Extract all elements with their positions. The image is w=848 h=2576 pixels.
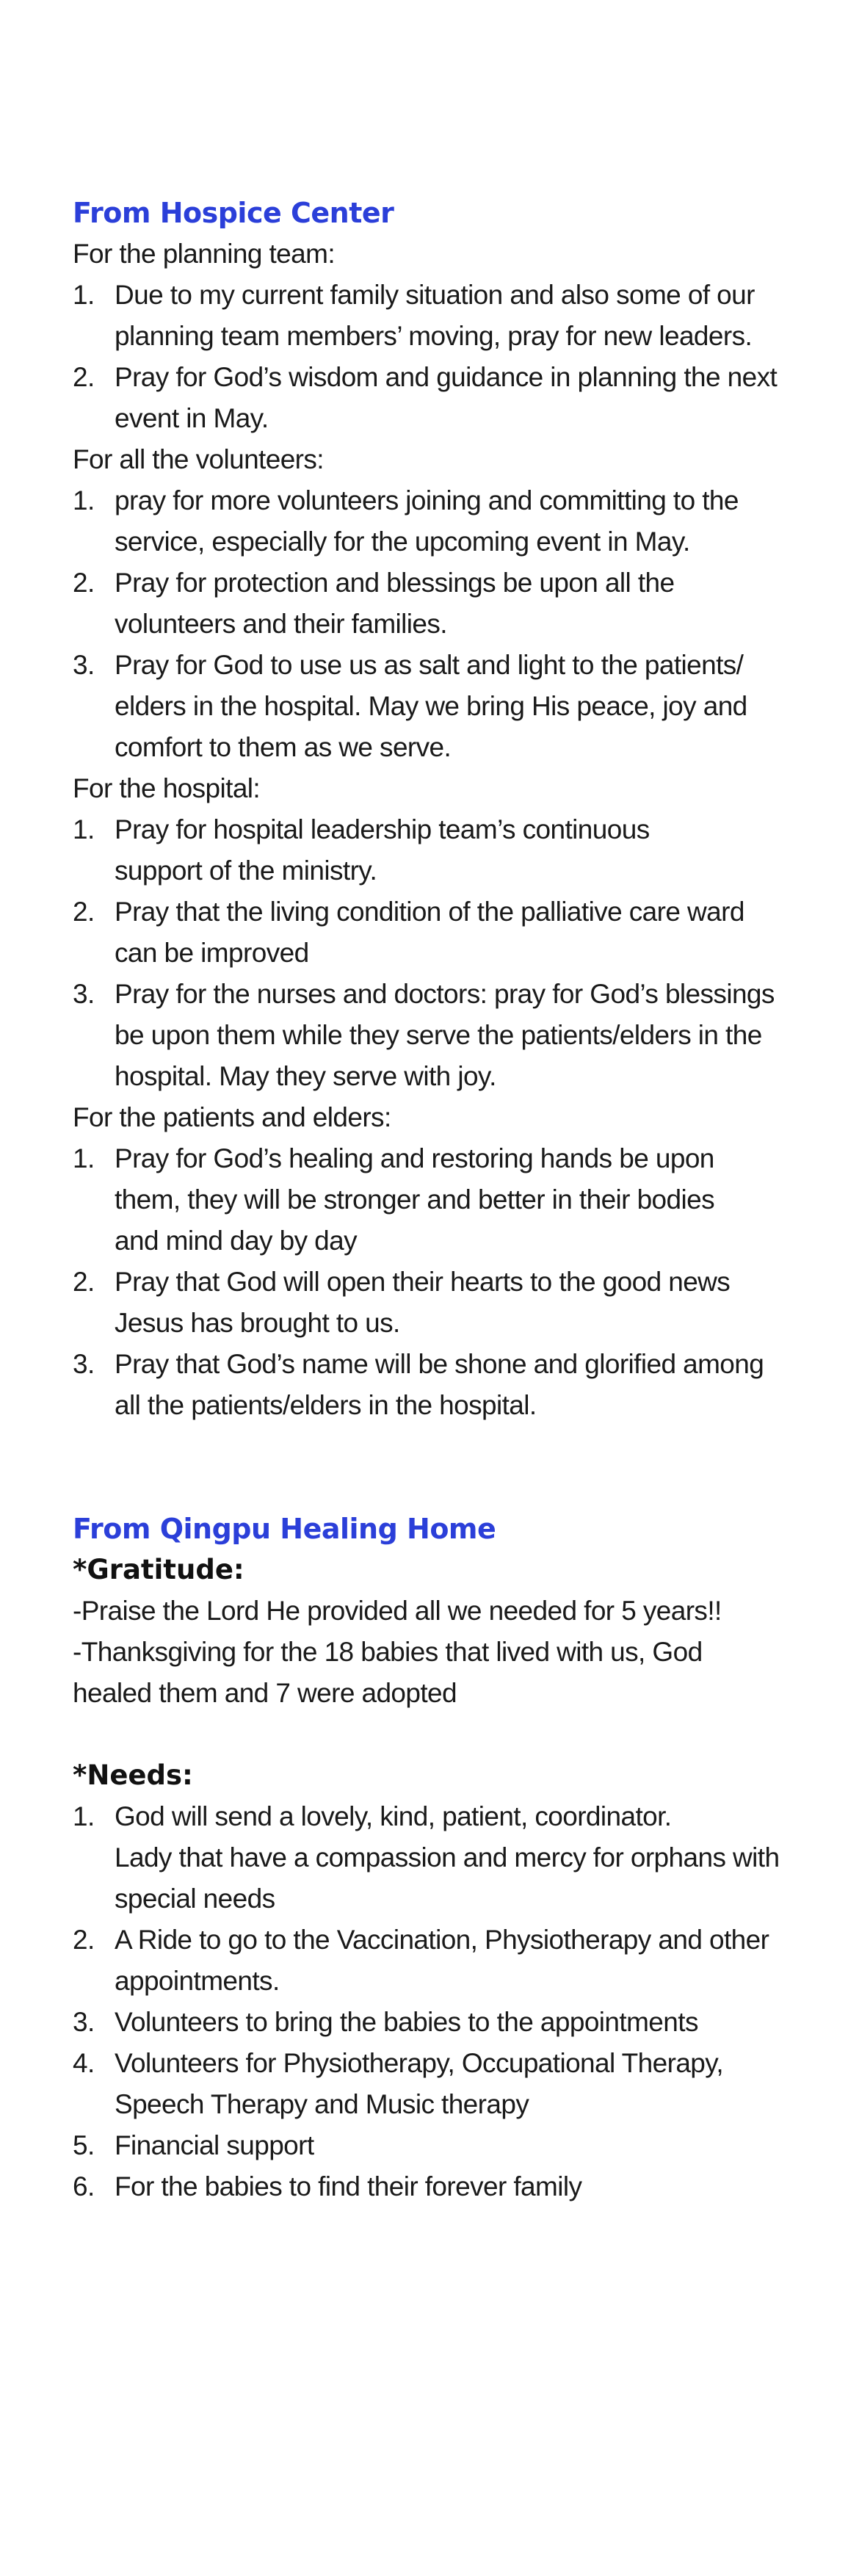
item-number: 1. — [73, 814, 95, 844]
needs-item — [73, 2125, 807, 2166]
item-number: 2. — [73, 568, 95, 598]
item-text-line: support of the ministry. — [115, 855, 377, 886]
hospice-groups — [73, 234, 807, 1426]
gratitude-text — [73, 1591, 807, 1714]
gratitude-line: -Praise the Lord He provided all we needed for 5 years!! — [73, 1596, 722, 1626]
gratitude-line: healed them and 7 were adopted — [73, 1678, 457, 1708]
item-text-line: Pray for God’s wisdom and guidance in planning the next — [115, 362, 778, 392]
needs-item — [73, 2166, 807, 2207]
prayer-item — [73, 891, 807, 974]
item-number: 2. — [73, 1267, 95, 1297]
needs-item — [73, 2002, 807, 2043]
item-text-line: A Ride to go to the Vaccination, Physiotherapy and other — [115, 1925, 769, 1955]
item-text-line: Pray for God to use us as salt and light to the patients/ — [115, 650, 744, 680]
item-text-line: volunteers and their families. — [115, 609, 447, 639]
item-text-line: them, they will be stronger and better in their bodies — [115, 1184, 715, 1215]
prayer-list — [73, 809, 807, 1097]
item-text-line: Pray for protection and blessings be upon all the — [115, 568, 675, 598]
prayer-item — [73, 1138, 807, 1262]
prayer-item — [73, 809, 807, 891]
group-label: For all the volunteers: — [73, 444, 324, 474]
item-text-line: Pray that God will open their hearts to the good news — [115, 1267, 731, 1297]
prayer-item — [73, 562, 807, 645]
item-text-line: Pray for the nurses and doctors: pray for God’s blessings — [115, 979, 775, 1009]
item-text-line: planning team members’ moving, pray for new leaders. — [115, 321, 753, 351]
prayer-item — [73, 275, 807, 357]
item-text-line: be upon them while they serve the patients/elders in the — [115, 1020, 762, 1050]
qingpu-section — [73, 1508, 807, 2207]
item-text-line: can be improved — [115, 938, 309, 968]
prayer-item — [73, 645, 807, 768]
item-text-line: God will send a lovely, kind, patient, coordinator. — [115, 1801, 672, 1831]
item-number: 1. — [73, 1143, 95, 1173]
item-number: 1. — [73, 485, 95, 515]
group-label: For the patients and elders: — [73, 1102, 391, 1132]
prayer-page — [73, 192, 807, 2207]
prayer-item — [73, 357, 807, 439]
gratitude-line: -Thanksgiving for the 18 babies that lived with us, God — [73, 1637, 703, 1667]
item-text-line: event in May. — [115, 403, 269, 433]
group-label: For the hospital: — [73, 773, 261, 803]
hospice-heading: From Hospice Center — [73, 197, 394, 229]
prayer-list — [73, 275, 807, 439]
needs-heading: *Needs: — [73, 1759, 193, 1791]
item-text-line: comfort to them as we serve. — [115, 732, 452, 762]
item-text-line: For the babies to find their forever family — [115, 2171, 582, 2201]
item-number: 2. — [73, 897, 95, 927]
prayer-list — [73, 480, 807, 768]
needs-item — [73, 2043, 807, 2125]
item-text-line: Pray that the living condition of the palliative care ward — [115, 897, 744, 927]
section-spacer — [73, 1426, 807, 1508]
gratitude-heading: *Gratitude: — [73, 1554, 244, 1585]
item-number: 6. — [73, 2171, 95, 2201]
hospice-section — [73, 192, 807, 1426]
needs-item — [73, 1796, 807, 1920]
item-number: 5. — [73, 2130, 95, 2160]
item-text-line: Speech Therapy and Music therapy — [115, 2089, 529, 2119]
item-text-line: Lady that have a compassion and mercy for orphans with — [115, 1842, 780, 1873]
needs-item — [73, 1920, 807, 2002]
prayer-item — [73, 1262, 807, 1344]
item-number: 3. — [73, 1349, 95, 1379]
needs-list — [73, 1796, 807, 2207]
item-text-line: Financial support — [115, 2130, 314, 2160]
item-number: 1. — [73, 1801, 95, 1831]
item-text-line: and mind day by day — [115, 1226, 358, 1256]
item-number: 3. — [73, 2007, 95, 2037]
item-text-line: service, especially for the upcoming event in May. — [115, 527, 690, 557]
block-spacer — [73, 1714, 807, 1755]
item-number: 3. — [73, 650, 95, 680]
item-number: 1. — [73, 280, 95, 310]
item-text-line: all the patients/elders in the hospital. — [115, 1390, 537, 1420]
item-text-line: Volunteers for Physiotherapy, Occupational Therapy, — [115, 2048, 724, 2078]
item-text-line: Jesus has brought to us. — [115, 1308, 400, 1338]
prayer-item — [73, 480, 807, 562]
item-text-line: elders in the hospital. May we bring His peace, joy and — [115, 691, 747, 721]
item-text-line: special needs — [115, 1884, 275, 1914]
prayer-item — [73, 1344, 807, 1426]
item-text-line: Due to my current family situation and also some of our — [115, 280, 755, 310]
qingpu-heading: From Qingpu Healing Home — [73, 1513, 496, 1545]
item-number: 3. — [73, 979, 95, 1009]
item-text-line: Pray for hospital leadership team’s continuous — [115, 814, 650, 844]
item-text-line: hospital. May they serve with joy. — [115, 1061, 496, 1091]
item-number: 2. — [73, 1925, 95, 1955]
item-text-line: Volunteers to bring the babies to the appointments — [115, 2007, 698, 2037]
item-text-line: appointments. — [115, 1966, 280, 1996]
prayer-list — [73, 1138, 807, 1426]
group-label: For the planning team: — [73, 239, 336, 269]
prayer-item — [73, 974, 807, 1097]
item-text-line: pray for more volunteers joining and committing to the — [115, 485, 739, 515]
item-text-line: Pray for God’s healing and restoring hands be upon — [115, 1143, 714, 1173]
item-number: 4. — [73, 2048, 95, 2078]
item-number: 2. — [73, 362, 95, 392]
item-text-line: Pray that God’s name will be shone and glorified among — [115, 1349, 764, 1379]
